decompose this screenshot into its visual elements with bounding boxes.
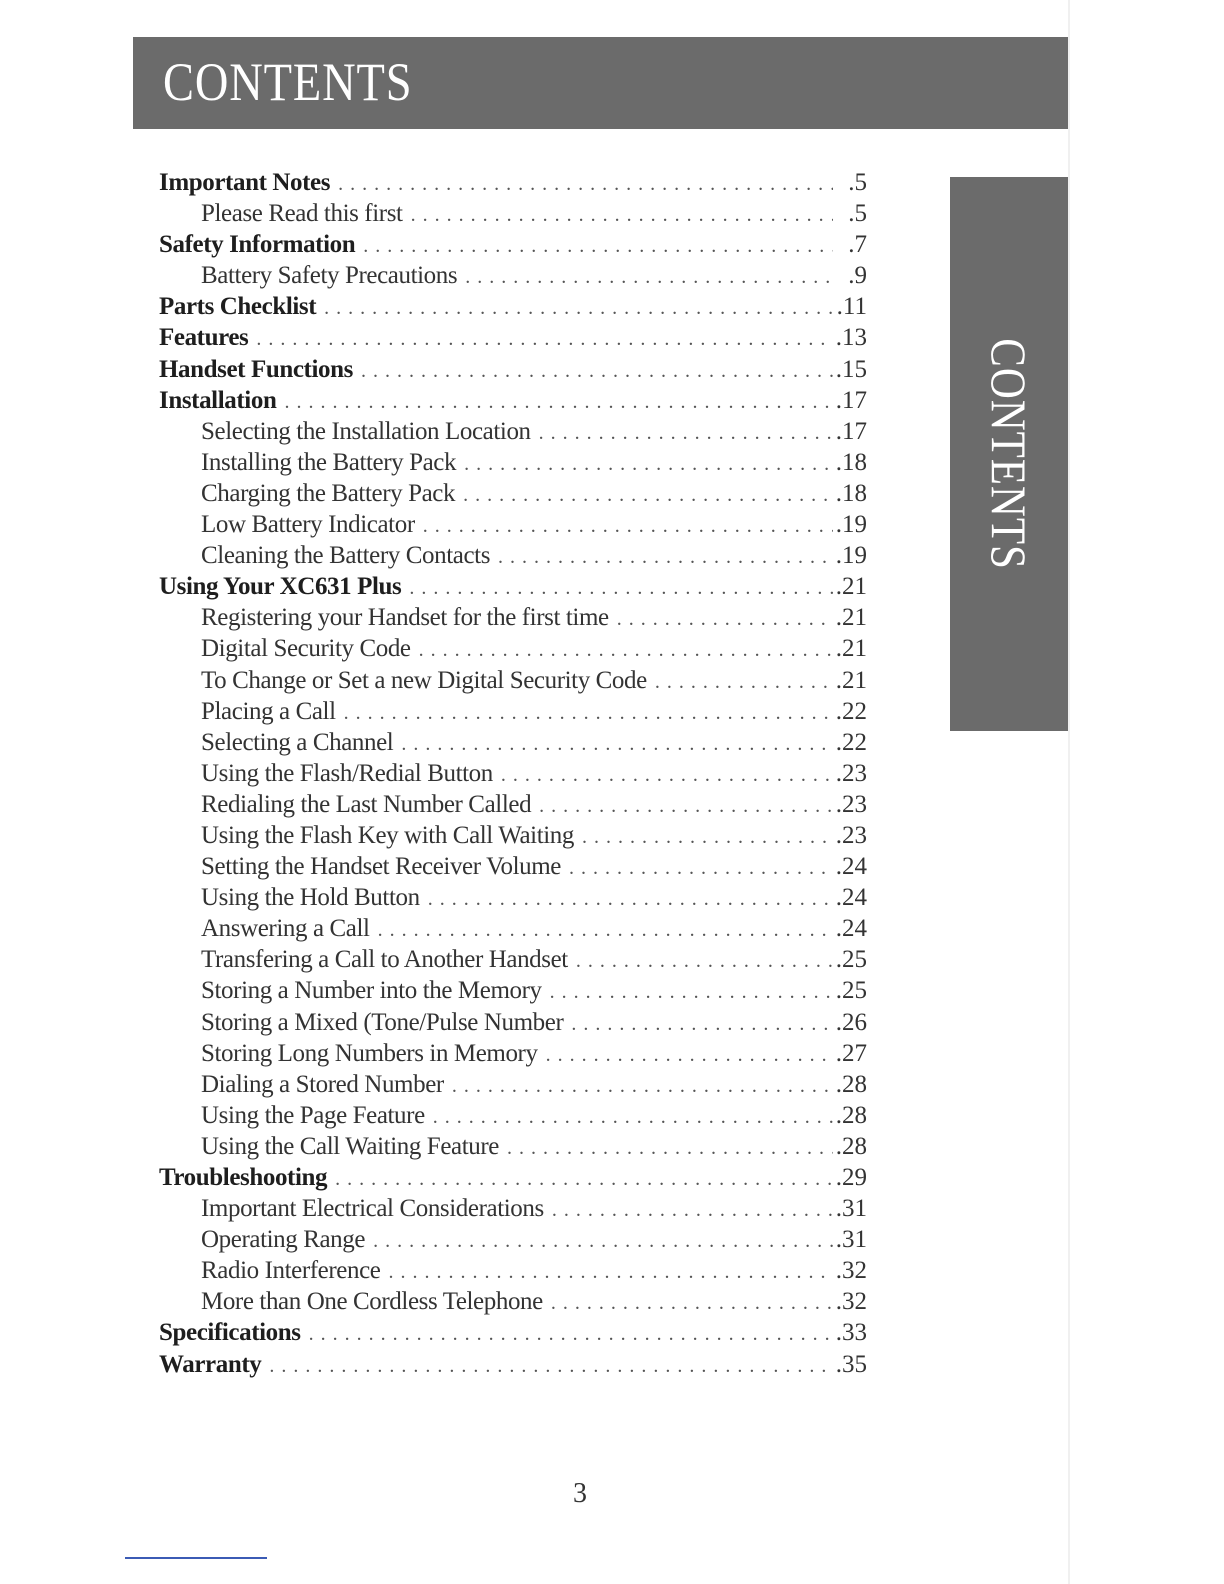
- toc-subsection-entry[interactable]: [159, 1224, 867, 1255]
- toc-dot-leader: [373, 1226, 833, 1255]
- toc-dot-leader: [324, 293, 833, 322]
- toc-entry-page: .28: [835, 1132, 867, 1160]
- toc-entry-title: Registering your Handset for the first time: [201, 604, 609, 632]
- toc-entry-title: Please Read this first: [201, 200, 403, 228]
- toc-dot-leader: [551, 1288, 833, 1317]
- toc-dot-leader: [363, 231, 833, 260]
- toc-entry-title: Using the Call Waiting Feature: [201, 1132, 499, 1160]
- toc-dot-leader: [389, 1257, 834, 1286]
- contents-side-tab: [950, 177, 1068, 731]
- toc-dot-leader: [401, 729, 833, 758]
- toc-entry-page: .33: [835, 1319, 867, 1347]
- toc-entry-page: .28: [835, 1101, 867, 1129]
- toc-subsection-entry[interactable]: [159, 260, 867, 291]
- toc-dot-leader: [552, 1195, 833, 1224]
- toc-entry-page: .25: [835, 977, 867, 1005]
- toc-entry-page: .22: [835, 728, 867, 756]
- toc-entry-page: .21: [835, 635, 867, 663]
- toc-dot-leader: [576, 946, 833, 975]
- toc-entry-title: Using the Flash/Redial Button: [201, 759, 493, 787]
- toc-entry-title: Selecting the Installation Location: [201, 417, 531, 445]
- toc-subsection-entry[interactable]: [159, 509, 867, 540]
- toc-entry-title: Parts Checklist: [159, 293, 317, 321]
- toc-entry-page: .21: [835, 666, 867, 694]
- contents-header-bar: [133, 37, 1068, 129]
- toc-dot-leader: [423, 511, 833, 540]
- toc-entry-page: .24: [835, 915, 867, 943]
- toc-entry-page: .31: [835, 1195, 867, 1223]
- toc-dot-leader: [344, 698, 833, 727]
- toc-subsection-entry[interactable]: [159, 1100, 867, 1131]
- table-of-contents: [159, 167, 867, 1380]
- toc-entry-title: Important Notes: [159, 169, 331, 196]
- toc-entry-page: .22: [835, 697, 867, 725]
- toc-entry-title: Selecting a Channel: [201, 728, 394, 756]
- toc-dot-leader: [546, 1040, 833, 1069]
- toc-dot-leader: [464, 449, 833, 478]
- toc-entry-title: Radio Interference: [201, 1257, 381, 1285]
- toc-entry-title: Redialing the Last Number Called: [201, 790, 532, 818]
- toc-section-entry[interactable]: [159, 571, 867, 602]
- toc-subsection-entry[interactable]: [159, 882, 867, 913]
- toc-subsection-entry[interactable]: [159, 416, 867, 447]
- toc-dot-leader: [465, 262, 833, 291]
- toc-dot-leader: [569, 853, 833, 882]
- page-title: CONTENTS: [163, 52, 413, 112]
- toc-entry-title: Battery Safety Precautions: [201, 262, 458, 290]
- toc-entry-title: Placing a Call: [201, 697, 336, 725]
- toc-dot-leader: [256, 324, 833, 353]
- toc-entry-title: Using the Page Feature: [201, 1101, 425, 1129]
- toc-dot-leader: [309, 1319, 833, 1348]
- toc-entry-page: .17: [835, 386, 867, 414]
- toc-entry-page: .27: [835, 1039, 867, 1067]
- toc-entry-title: Storing a Mixed (Tone/Pulse Number: [201, 1008, 564, 1036]
- toc-entry-title: Storing a Number into the Memory: [201, 977, 542, 1005]
- toc-entry-title: Setting the Handset Receiver Volume: [201, 853, 561, 881]
- toc-entry-page: .18: [835, 479, 867, 507]
- toc-entry-title: Charging the Battery Pack: [201, 479, 456, 507]
- toc-entry-page: .23: [835, 821, 867, 849]
- toc-subsection-entry[interactable]: [159, 198, 867, 229]
- toc-section-entry[interactable]: [159, 1162, 867, 1193]
- toc-entry-title: Digital Security Code: [201, 635, 411, 663]
- toc-entry-title: Using Your XC631 Plus: [159, 573, 402, 601]
- toc-dot-leader: [539, 791, 833, 820]
- toc-dot-leader: [655, 667, 833, 696]
- page-edge-shadow: [1068, 0, 1070, 1584]
- toc-entry-page: .18: [835, 448, 867, 476]
- toc-dot-leader: [452, 1071, 833, 1100]
- toc-dot-leader: [507, 1133, 833, 1162]
- toc-entry-page: .23: [835, 790, 867, 818]
- toc-entry-page: .32: [835, 1288, 867, 1316]
- toc-entry-title: Using the Flash Key with Call Waiting: [201, 821, 574, 849]
- toc-entry-title: Answering a Call: [201, 915, 370, 943]
- toc-dot-leader: [378, 915, 833, 944]
- toc-entry-page: .32: [835, 1257, 867, 1285]
- toc-entry-title: Safety Information: [159, 231, 356, 259]
- toc-entry-title: Warranty: [159, 1350, 262, 1378]
- toc-entry-title: Transfering a Call to Another Handset: [201, 946, 568, 974]
- toc-entry-title: Using the Hold Button: [201, 884, 420, 912]
- toc-subsection-entry[interactable]: [159, 789, 867, 820]
- toc-entry-page: .15: [835, 355, 867, 383]
- toc-subsection-entry[interactable]: [159, 696, 867, 727]
- toc-entry-page: .31: [835, 1226, 867, 1254]
- toc-section-entry[interactable]: [159, 167, 867, 198]
- toc-entry-page: .17: [835, 417, 867, 445]
- toc-subsection-entry[interactable]: [159, 447, 867, 478]
- toc-entry-page: .35: [835, 1350, 867, 1378]
- toc-section-entry[interactable]: [159, 1317, 867, 1348]
- toc-entry-page: .21: [835, 604, 867, 632]
- toc-entry-title: Handset Functions: [159, 355, 353, 383]
- toc-section-entry[interactable]: [159, 229, 867, 260]
- toc-subsection-entry[interactable]: [159, 633, 867, 664]
- toc-dot-leader: [550, 977, 833, 1006]
- toc-dot-leader: [411, 200, 833, 229]
- toc-dot-leader: [409, 573, 833, 602]
- footer-rule: [125, 1557, 267, 1559]
- toc-entry-title: Specifications: [159, 1319, 301, 1347]
- toc-entry-page: .21: [835, 573, 867, 601]
- toc-subsection-entry[interactable]: [159, 975, 867, 1006]
- toc-entry-title: Operating Range: [201, 1226, 366, 1254]
- toc-entry-page: .29: [835, 1164, 867, 1191]
- toc-entry-page: .23: [835, 759, 867, 787]
- toc-subsection-entry[interactable]: [159, 478, 867, 509]
- toc-section-entry[interactable]: [159, 354, 867, 385]
- toc-section-entry[interactable]: [159, 385, 867, 416]
- toc-subsection-entry[interactable]: [159, 1069, 867, 1100]
- toc-dot-leader: [617, 604, 833, 633]
- toc-entry-page: .24: [835, 884, 867, 912]
- toc-subsection-entry[interactable]: [159, 1007, 867, 1038]
- toc-subsection-entry[interactable]: [159, 1193, 867, 1224]
- toc-entry-title: Features: [159, 324, 249, 352]
- toc-dot-leader: [428, 884, 833, 913]
- toc-subsection-entry[interactable]: [159, 851, 867, 882]
- toc-dot-leader: [269, 1351, 833, 1380]
- toc-entry-page: .7: [848, 231, 867, 259]
- toc-subsection-entry[interactable]: [159, 820, 867, 851]
- toc-entry-title: Low Battery Indicator: [201, 511, 415, 539]
- toc-entry-title: To Change or Set a new Digital Security Code: [201, 666, 647, 694]
- toc-subsection-entry[interactable]: [159, 1286, 867, 1317]
- toc-subsection-entry[interactable]: [159, 602, 867, 633]
- toc-dot-leader: [498, 542, 833, 571]
- toc-dot-leader: [501, 760, 833, 789]
- toc-entry-page: .13: [835, 324, 867, 352]
- toc-dot-leader: [335, 1164, 833, 1193]
- toc-entry-page: .19: [835, 511, 867, 539]
- toc-subsection-entry[interactable]: [159, 913, 867, 944]
- toc-entry-title: More than One Cordless Telephone: [201, 1288, 543, 1316]
- toc-entry-title: Dialing a Stored Number: [201, 1070, 444, 1098]
- toc-subsection-entry[interactable]: [159, 540, 867, 571]
- toc-dot-leader: [571, 1009, 833, 1038]
- toc-entry-page: .9: [848, 262, 867, 290]
- toc-entry-page: .25: [835, 946, 867, 974]
- toc-dot-leader: [433, 1102, 833, 1131]
- toc-dot-leader: [539, 418, 833, 447]
- toc-entry-title: Important Electrical Considerations: [201, 1195, 544, 1223]
- toc-entry-page: .5: [848, 169, 867, 196]
- toc-entry-title: Troubleshooting: [159, 1164, 328, 1191]
- page-number: 3: [573, 1478, 587, 1509]
- toc-subsection-entry[interactable]: [159, 1131, 867, 1162]
- toc-section-entry[interactable]: [159, 1349, 867, 1380]
- toc-entry-title: Storing Long Numbers in Memory: [201, 1039, 538, 1067]
- toc-dot-leader: [338, 169, 833, 198]
- toc-dot-leader: [463, 480, 833, 509]
- toc-entry-page: .19: [835, 542, 867, 570]
- toc-subsection-entry[interactable]: [159, 758, 867, 789]
- toc-dot-leader: [419, 635, 833, 664]
- toc-subsection-entry[interactable]: [159, 1038, 867, 1069]
- toc-entry-page: .28: [835, 1070, 867, 1098]
- toc-entry-title: Installing the Battery Pack: [201, 448, 457, 476]
- toc-entry-page: .24: [835, 853, 867, 881]
- toc-subsection-entry[interactable]: [159, 665, 867, 696]
- toc-entry-page: .11: [836, 293, 867, 321]
- toc-subsection-entry[interactable]: [159, 1255, 867, 1286]
- toc-entry-title: Installation: [159, 386, 277, 414]
- toc-dot-leader: [361, 356, 833, 385]
- toc-subsection-entry[interactable]: [159, 727, 867, 758]
- toc-dot-leader: [284, 387, 833, 416]
- toc-entry-title: Cleaning the Battery Contacts: [201, 542, 491, 570]
- toc-dot-leader: [582, 822, 833, 851]
- toc-entry-page: .5: [848, 200, 867, 228]
- toc-section-entry[interactable]: [159, 291, 867, 322]
- side-tab-label: CONTENTS: [981, 338, 1037, 570]
- toc-subsection-entry[interactable]: [159, 944, 867, 975]
- toc-section-entry[interactable]: [159, 322, 867, 353]
- toc-entry-page: .26: [835, 1008, 867, 1036]
